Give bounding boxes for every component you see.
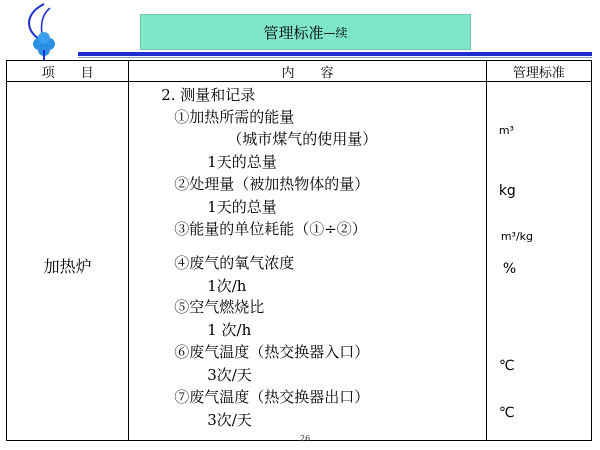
content-line: 1 次/h [207, 321, 252, 339]
header-divider-thin [78, 57, 592, 58]
unit-label: ℃ [498, 358, 515, 374]
item-label: 加热炉 [43, 257, 92, 276]
unit-label: m³ [498, 124, 514, 137]
item-cell [7, 82, 129, 441]
unit-label: % [502, 261, 517, 277]
title-main: 管理标准 [263, 23, 324, 42]
header-content: 内 容 [129, 61, 487, 82]
content-line: ③能量的单位耗能（①÷②） [174, 220, 367, 238]
unit-label: m³/kg [500, 230, 533, 243]
content-line: 3次/天 [207, 411, 252, 429]
content-line: ⑦废气温度（热交换器出口） [174, 388, 370, 406]
standard-cell [486, 82, 591, 441]
content-line: 3次/天 [207, 366, 252, 384]
standards-table [6, 60, 592, 441]
content-line: ④废气的氧气浓度 [174, 254, 295, 272]
content-line: ⑥废气温度（热交换器入口） [174, 343, 370, 361]
content-cell [129, 82, 487, 441]
table-row [7, 82, 592, 441]
table-header-row [7, 61, 592, 82]
page-number: 26 [300, 434, 311, 443]
page-title [140, 14, 471, 50]
clover-logo-icon [14, 2, 74, 62]
header-standard: 管理标准 [486, 61, 591, 82]
content-line: （城市煤气的使用量） [227, 130, 378, 148]
content-line: 1次/h [207, 277, 247, 295]
content-line: ②处理量（被加热物体的量） [174, 175, 370, 193]
content-line: 1天的总量 [207, 153, 277, 171]
header-divider [78, 52, 592, 56]
content-line: ①加热所需的能量 [174, 108, 295, 126]
content-line: 2. 测量和记录 [161, 86, 256, 104]
content-line: ⑤空气燃烧比 [174, 298, 265, 316]
content-line: 1天的总量 [207, 198, 277, 216]
header-item: 项 目 [7, 61, 129, 82]
unit-label: kg [498, 183, 516, 199]
unit-label: ℃ [498, 405, 515, 421]
title-suffix: —续 [323, 25, 348, 40]
